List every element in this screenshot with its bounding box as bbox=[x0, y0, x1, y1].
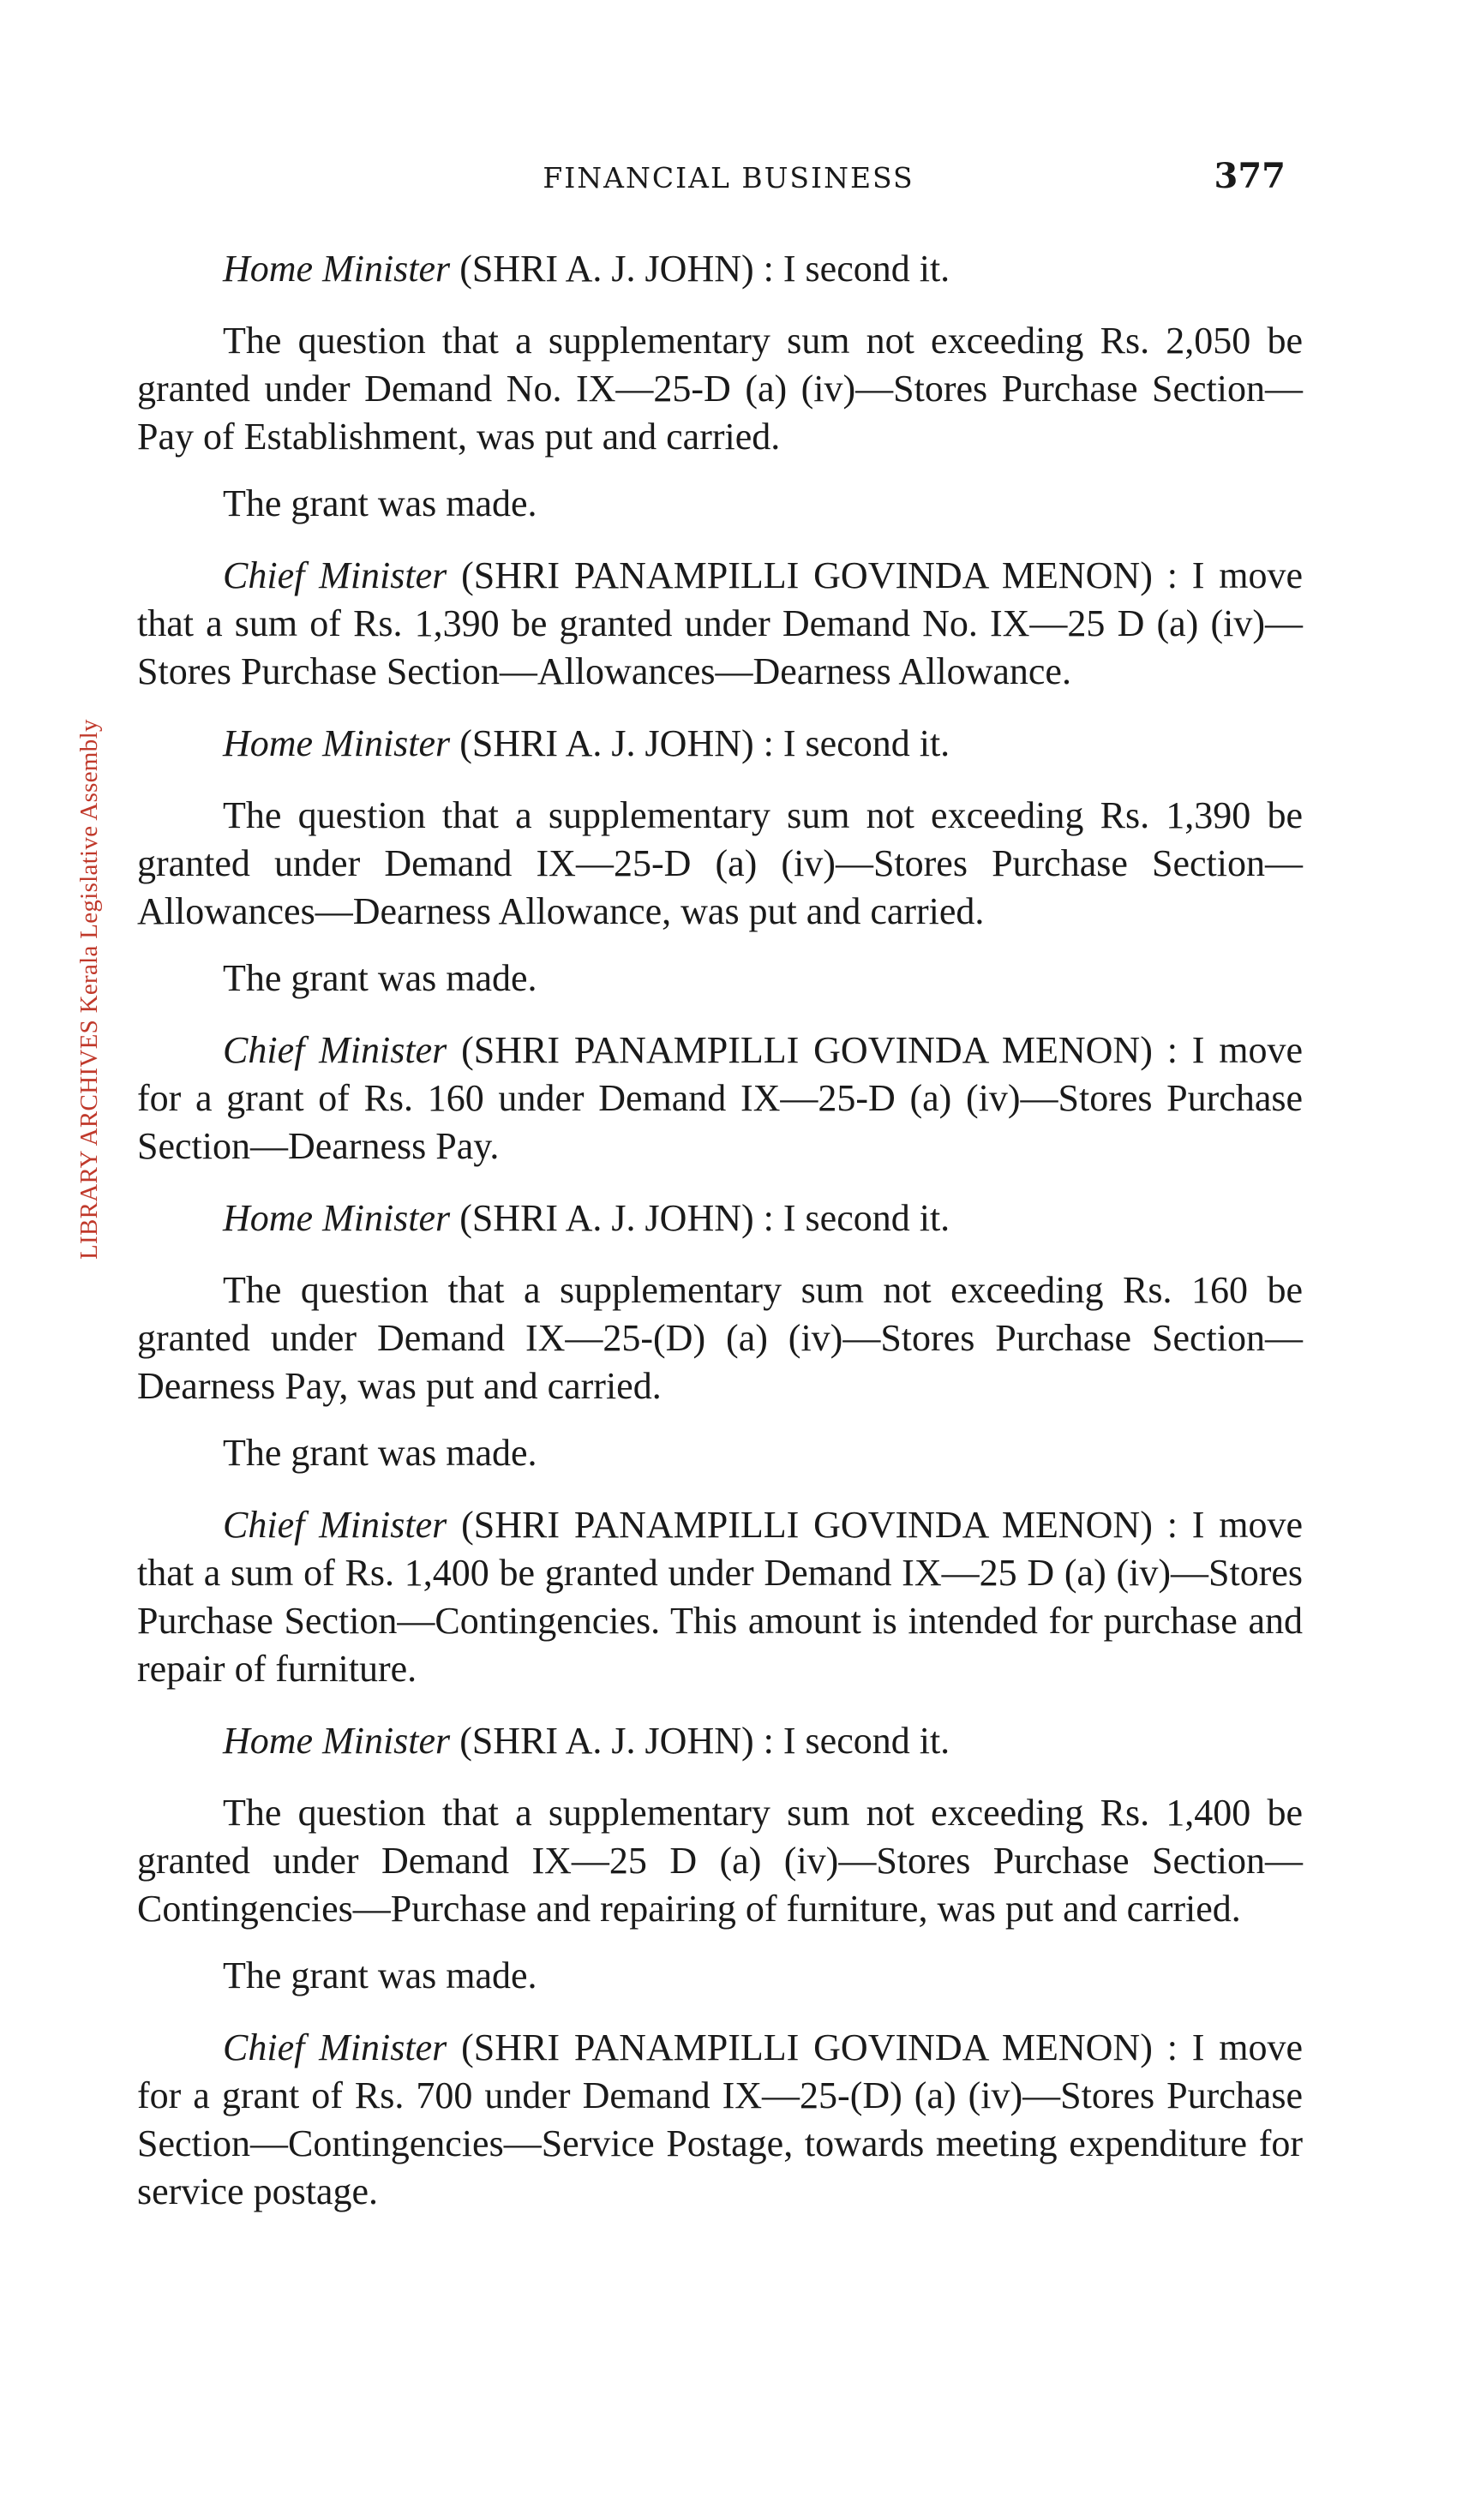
speaker-role: Home Minister bbox=[223, 248, 451, 290]
speaker-role: Home Minister bbox=[223, 1197, 451, 1239]
motion-paragraph: The question that a supplementary sum not exceeding Rs. 1,390 be granted under Demand IX—25-D (a) (iv)—Stores Purchase Section—Allowances—Dearness Allowance, was put and carried. bbox=[137, 794, 1303, 932]
running-head: FINANCIAL BUSINESS bbox=[543, 161, 914, 195]
speech-text: I second it. bbox=[782, 1197, 950, 1239]
verdict-paragraph: The grant was made. bbox=[223, 1954, 537, 1996]
verdict-paragraph: The grant was made. bbox=[223, 1432, 537, 1474]
speaker-role: Chief Minister bbox=[223, 1504, 447, 1546]
speaker-name: (SHRI A. J. JOHN) : bbox=[459, 1197, 774, 1239]
speech-text: I second it. bbox=[782, 722, 950, 764]
speech-text: I move that a sum of Rs. 1,400 be granted under Demand IX—25 D (a) (iv)—Stores Purchase Section—Contingencies. This amount is intended for purchase and repair of furniture. bbox=[137, 1504, 1304, 1690]
speaker-name: (SHRI A. J. JOHN) : bbox=[459, 722, 774, 764]
speech-text: I second it. bbox=[782, 1720, 950, 1762]
motion-paragraph: The question that a supplementary sum not exceeding Rs. 1,400 be granted under Demand IX—25 D (a) (iv)—Stores Purchase Section—Contingencies—Purchase and repairing of furniture, was put and carried. bbox=[137, 1792, 1303, 1930]
page-header bbox=[137, 156, 1303, 212]
speaker-role: Home Minister bbox=[223, 722, 451, 764]
speaker-name: (SHRI A. J. JOHN) : bbox=[459, 248, 774, 290]
speech-text: I second it. bbox=[782, 248, 950, 290]
verdict-paragraph: The grant was made. bbox=[223, 482, 537, 524]
speech-text: I move for a grant of Rs. 160 under Demand IX—25-D (a) (iv)—Stores Purchase Section—Dearness Pay. bbox=[137, 1029, 1304, 1167]
speech-paragraph bbox=[137, 720, 1303, 768]
speech-text: I move that a sum of Rs. 1,390 be granted under Demand No. IX—25 D (a) (iv)—Stores Purchase Section—Allowances—Dearness Allowance. bbox=[137, 554, 1304, 692]
motion-paragraph: The question that a supplementary sum not exceeding Rs. 2,050 be granted under Demand No. IX—25-D (a) (iv)—Stores Purchase Section—Pay of Establishment, was put and carried. bbox=[137, 320, 1303, 458]
speaker-name: (SHRI PANAMPILLI GOVINDA MENON) : bbox=[461, 2026, 1178, 2068]
speaker-name: (SHRI PANAMPILLI GOVINDA MENON) : bbox=[461, 1504, 1178, 1546]
speaker-name: (SHRI PANAMPILLI GOVINDA MENON) : bbox=[461, 554, 1178, 596]
speech-paragraph bbox=[137, 245, 1303, 293]
speech-text: I move for a grant of Rs. 700 under Demand IX—25-(D) (a) (iv)—Stores Purchase Section—Contingencies—Service Postage, towards meeting expenditure for service postage. bbox=[137, 2026, 1304, 2212]
speaker-name: (SHRI A. J. JOHN) : bbox=[459, 1720, 774, 1762]
speaker-role: Home Minister bbox=[223, 1720, 451, 1762]
speaker-role: Chief Minister bbox=[223, 2026, 447, 2068]
verdict-paragraph: The grant was made. bbox=[223, 957, 537, 999]
speaker-name: (SHRI PANAMPILLI GOVINDA MENON) : bbox=[461, 1029, 1178, 1071]
speaker-role: Chief Minister bbox=[223, 1029, 447, 1071]
speech-paragraph bbox=[137, 1501, 1303, 1693]
speaker-role: Chief Minister bbox=[223, 554, 447, 596]
speech-paragraph bbox=[137, 1194, 1303, 1242]
archive-watermark: LIBRARY ARCHIVES Kerala Legislative Assembly bbox=[75, 719, 103, 1260]
proceedings-text bbox=[137, 245, 1303, 2216]
speech-paragraph bbox=[137, 2024, 1303, 2216]
speech-paragraph bbox=[137, 552, 1303, 696]
speech-paragraph bbox=[137, 1027, 1303, 1170]
page-number: 377 bbox=[1214, 156, 1286, 196]
speech-paragraph bbox=[137, 1717, 1303, 1765]
motion-paragraph: The question that a supplementary sum not exceeding Rs. 160 be granted under Demand IX—25-(D) (a) (iv)—Stores Purchase Section—Dearness Pay, was put and carried. bbox=[137, 1269, 1303, 1407]
